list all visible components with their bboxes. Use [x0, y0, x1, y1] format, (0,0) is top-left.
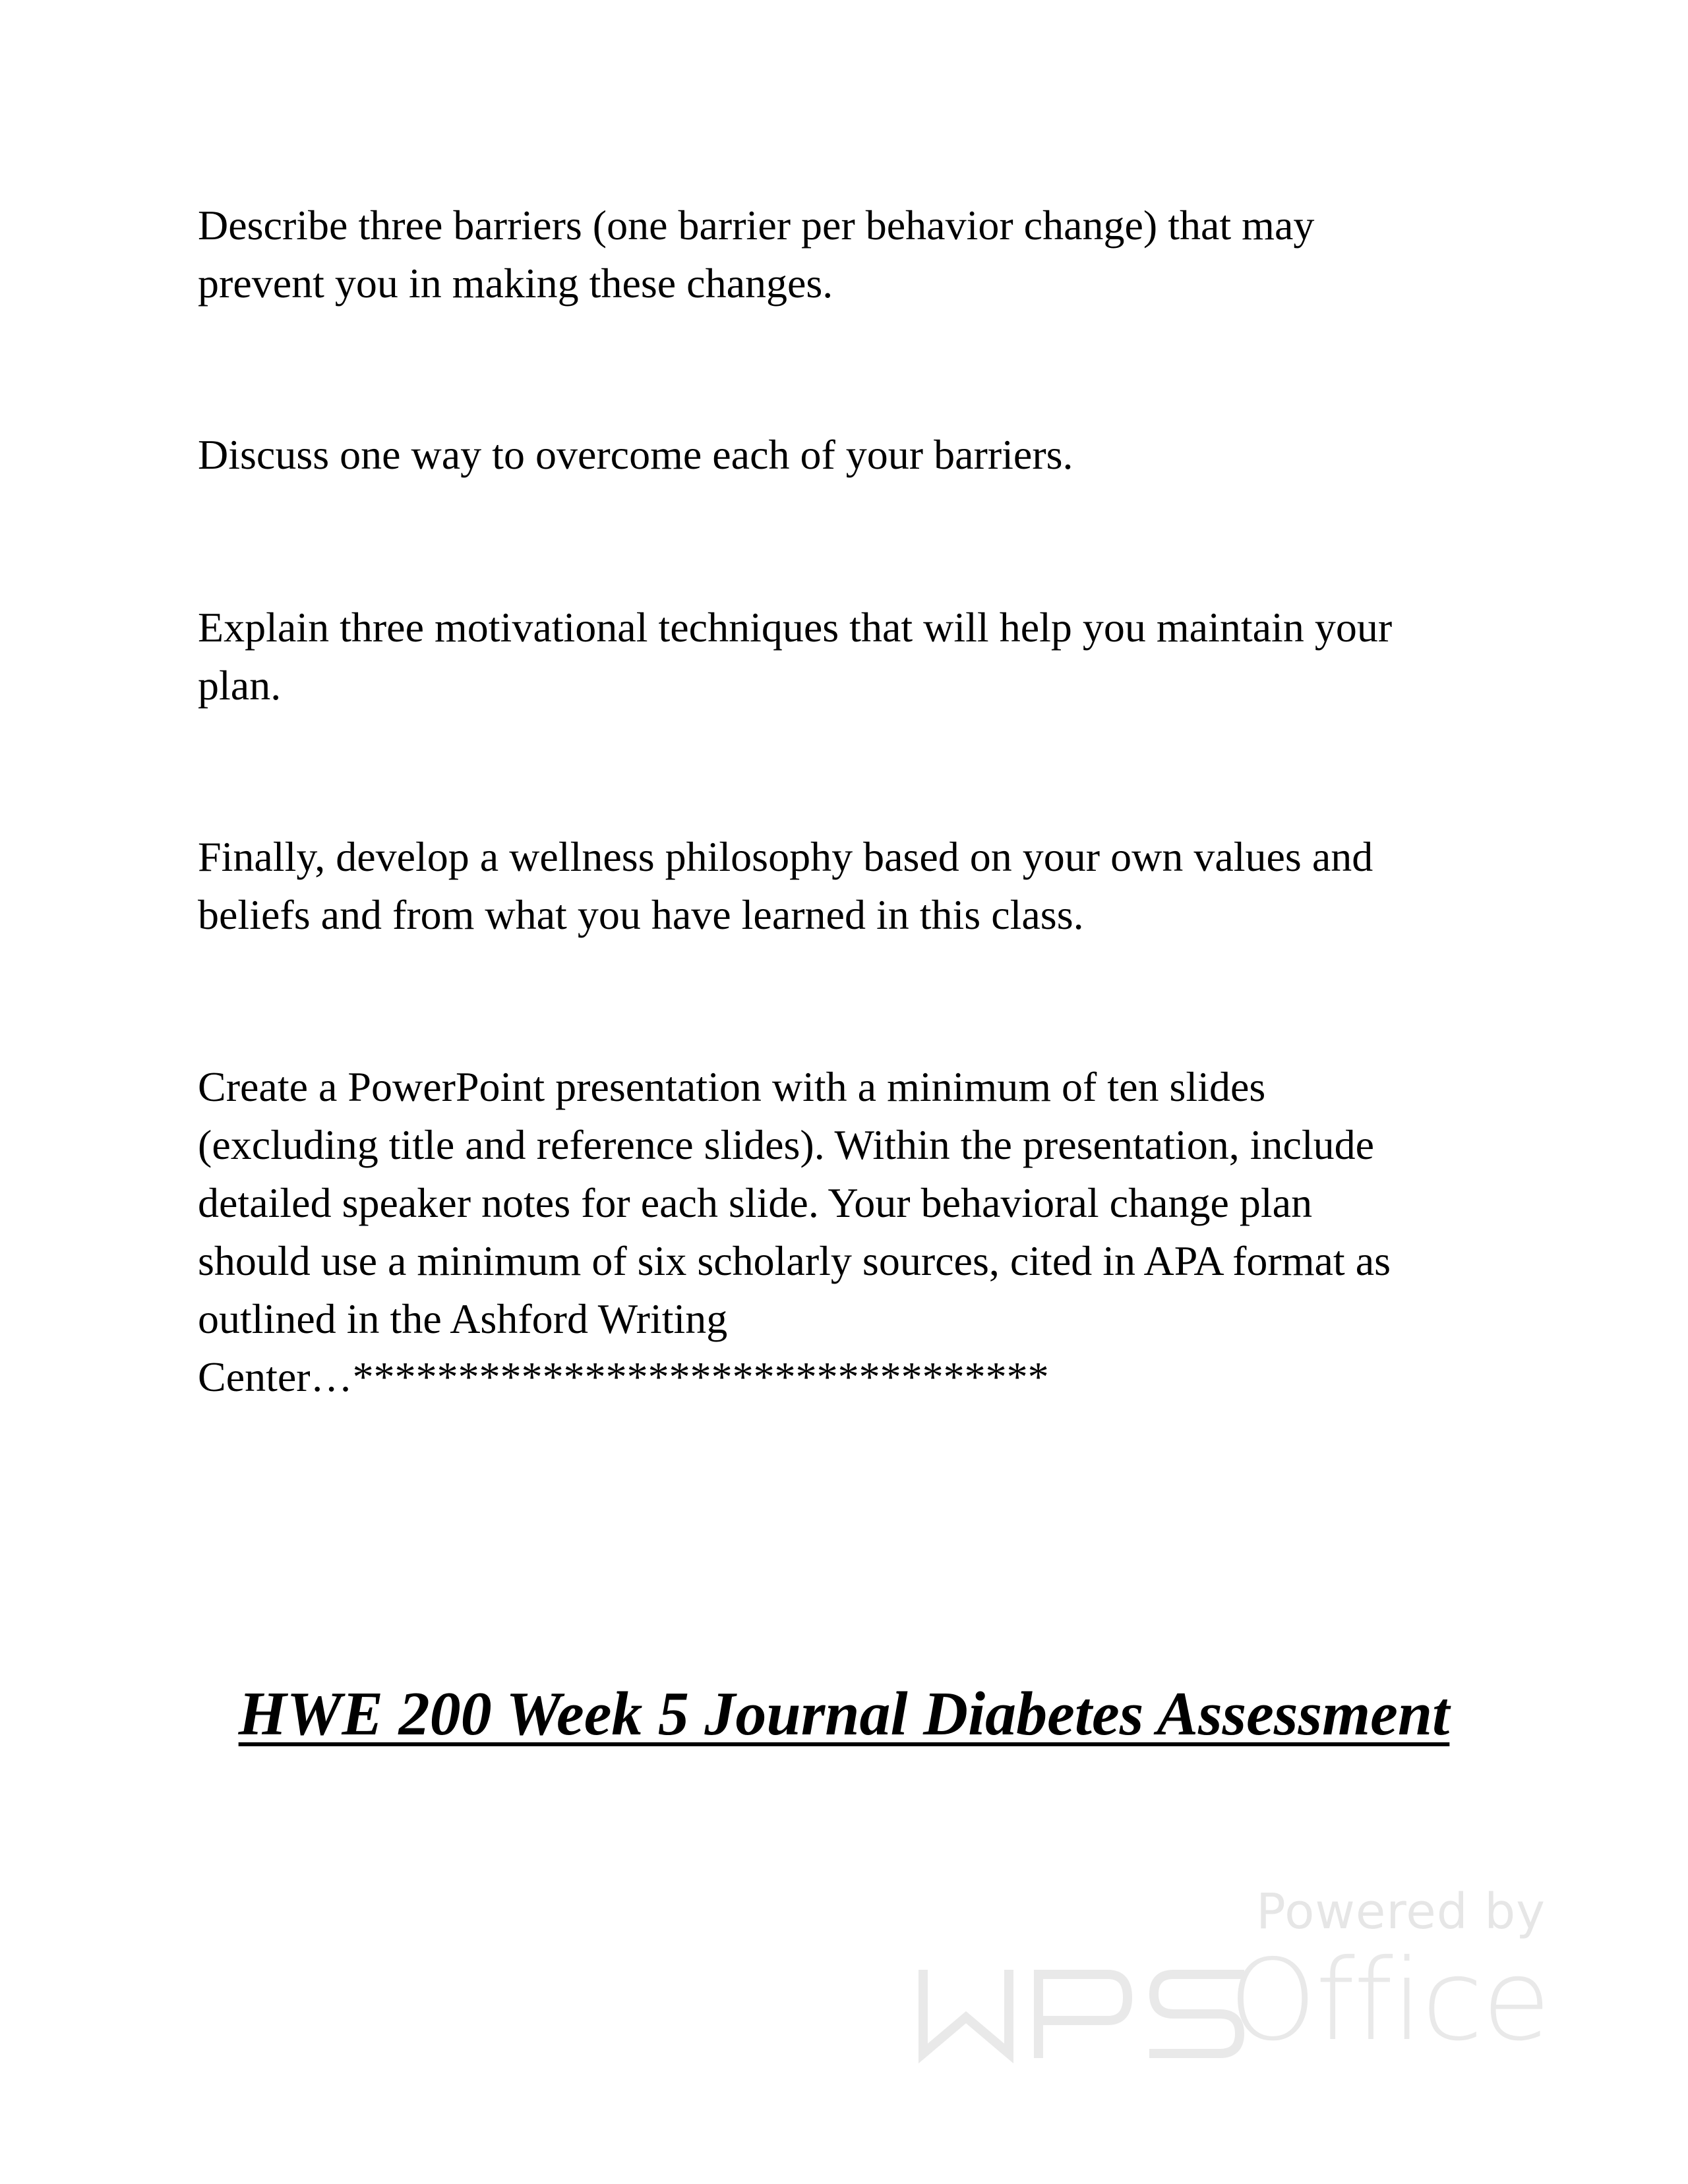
watermark-office-text: Office — [1228, 1935, 1550, 2066]
paragraph-overcome-barriers: Discuss one way to overcome each of your barriers. — [198, 431, 1073, 478]
paragraph-powerpoint-instructions: Create a PowerPoint presentation with a minimum of ten slides (excluding title and reference slides). Within the presentation, include detailed speaker notes for each slide. Your behavioral change plan should use a minimum of six scholarly sources, cited in APA format as outlined in the Ashford Writing Center…********************************* — [198, 1063, 1391, 1400]
section-heading-link[interactable]: HWE 200 Week 5 Journal Diabetes Assessment — [238, 1680, 1450, 1748]
paragraph-motivational-techniques: Explain three motivational techniques that will help you maintain your plan. — [198, 604, 1393, 709]
watermark-powered-by: Powered by — [1256, 1883, 1546, 1940]
wps-office-watermark — [917, 1882, 1550, 2067]
paragraph-barriers: Describe three barriers (one barrier per behavior change) that may prevent you in making these changes. — [198, 202, 1315, 307]
paragraph-wellness-philosophy: Finally, develop a wellness philosophy based on your own values and beliefs and from what you have learned in this class. — [198, 833, 1373, 938]
